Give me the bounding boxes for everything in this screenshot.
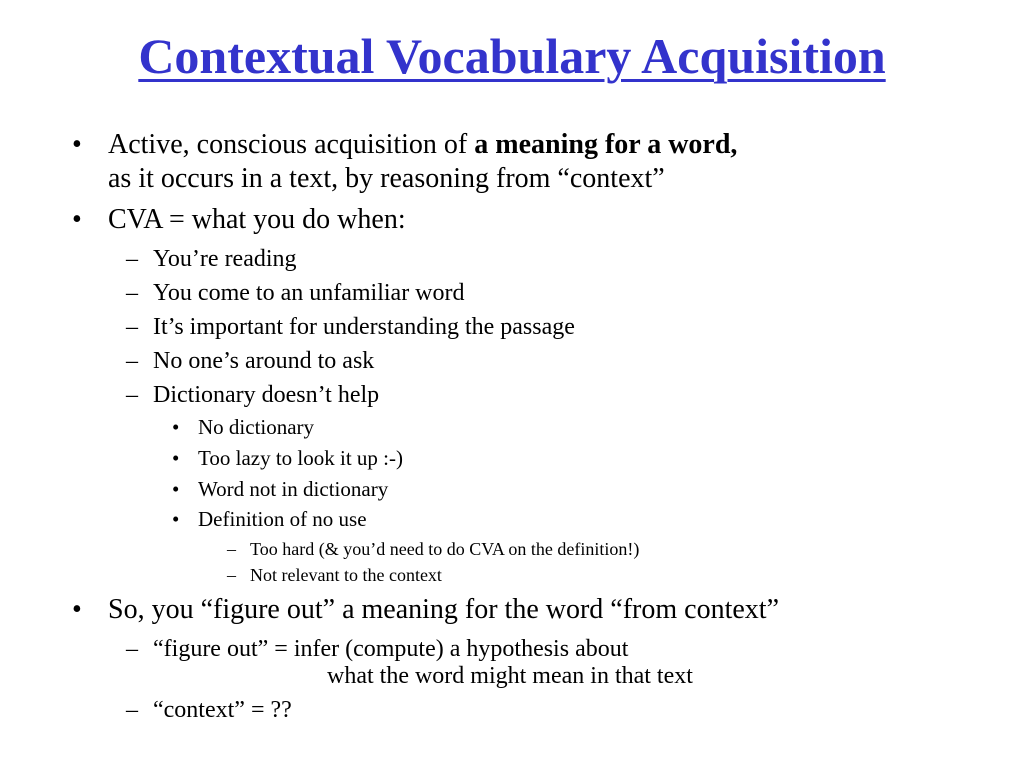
sub-item: Dictionary doesn’t help xyxy=(153,382,380,408)
list-item-2: CVA = what you do when: xyxy=(108,204,406,235)
bullet-marker: • xyxy=(172,477,180,501)
dash-marker: – xyxy=(126,636,138,662)
sub-item: You’re reading xyxy=(153,246,297,272)
list-item-1 xyxy=(108,129,737,161)
bullet-marker: • xyxy=(172,415,180,439)
list-item-1-prefix: Active, conscious acquisition of xyxy=(108,129,475,160)
bullet-marker: • xyxy=(72,594,82,625)
sub-sub-item: No dictionary xyxy=(198,415,315,439)
dash-marker: – xyxy=(126,697,138,723)
sub-sub-item: Word not in dictionary xyxy=(198,477,389,501)
bullet-marker: • xyxy=(72,204,82,235)
sub-sub-item: Too lazy to look it up :-) xyxy=(198,446,403,470)
dash-marker: – xyxy=(227,565,236,585)
dash-marker: – xyxy=(126,348,138,374)
bullet-marker: • xyxy=(172,446,180,470)
dash-marker: – xyxy=(126,314,138,340)
sub-item: No one’s around to ask xyxy=(153,348,375,374)
sub-item: You come to an unfamiliar word xyxy=(153,280,465,306)
bullet-marker: • xyxy=(72,129,82,160)
sub-item: It’s important for understanding the passage xyxy=(153,314,575,340)
dash-marker: – xyxy=(126,246,138,272)
sub-sub-sub-item: Too hard (& you’d need to do CVA on the definition!) xyxy=(250,539,640,559)
list-item-1-line2: as it occurs in a text, by reasoning from “context” xyxy=(108,163,665,194)
sub-item: “figure out” = infer (compute) a hypothesis about xyxy=(153,636,629,662)
dash-marker: – xyxy=(126,382,138,408)
dash-marker: – xyxy=(126,280,138,306)
dash-marker: – xyxy=(227,539,236,559)
sub-item: “context” = ?? xyxy=(153,697,292,723)
list-item-1-bold: a meaning for a word, xyxy=(474,129,738,160)
bullet-marker: • xyxy=(172,507,180,531)
sub-sub-item: Definition of no use xyxy=(198,507,367,531)
list-item-3: So, you “figure out” a meaning for the word “from context” xyxy=(108,594,780,625)
slide-title: Contextual Vocabulary Acquisition xyxy=(138,28,886,84)
sub-sub-sub-item: Not relevant to the context xyxy=(250,565,442,585)
sub-item-continuation: what the word might mean in that text xyxy=(327,663,693,689)
